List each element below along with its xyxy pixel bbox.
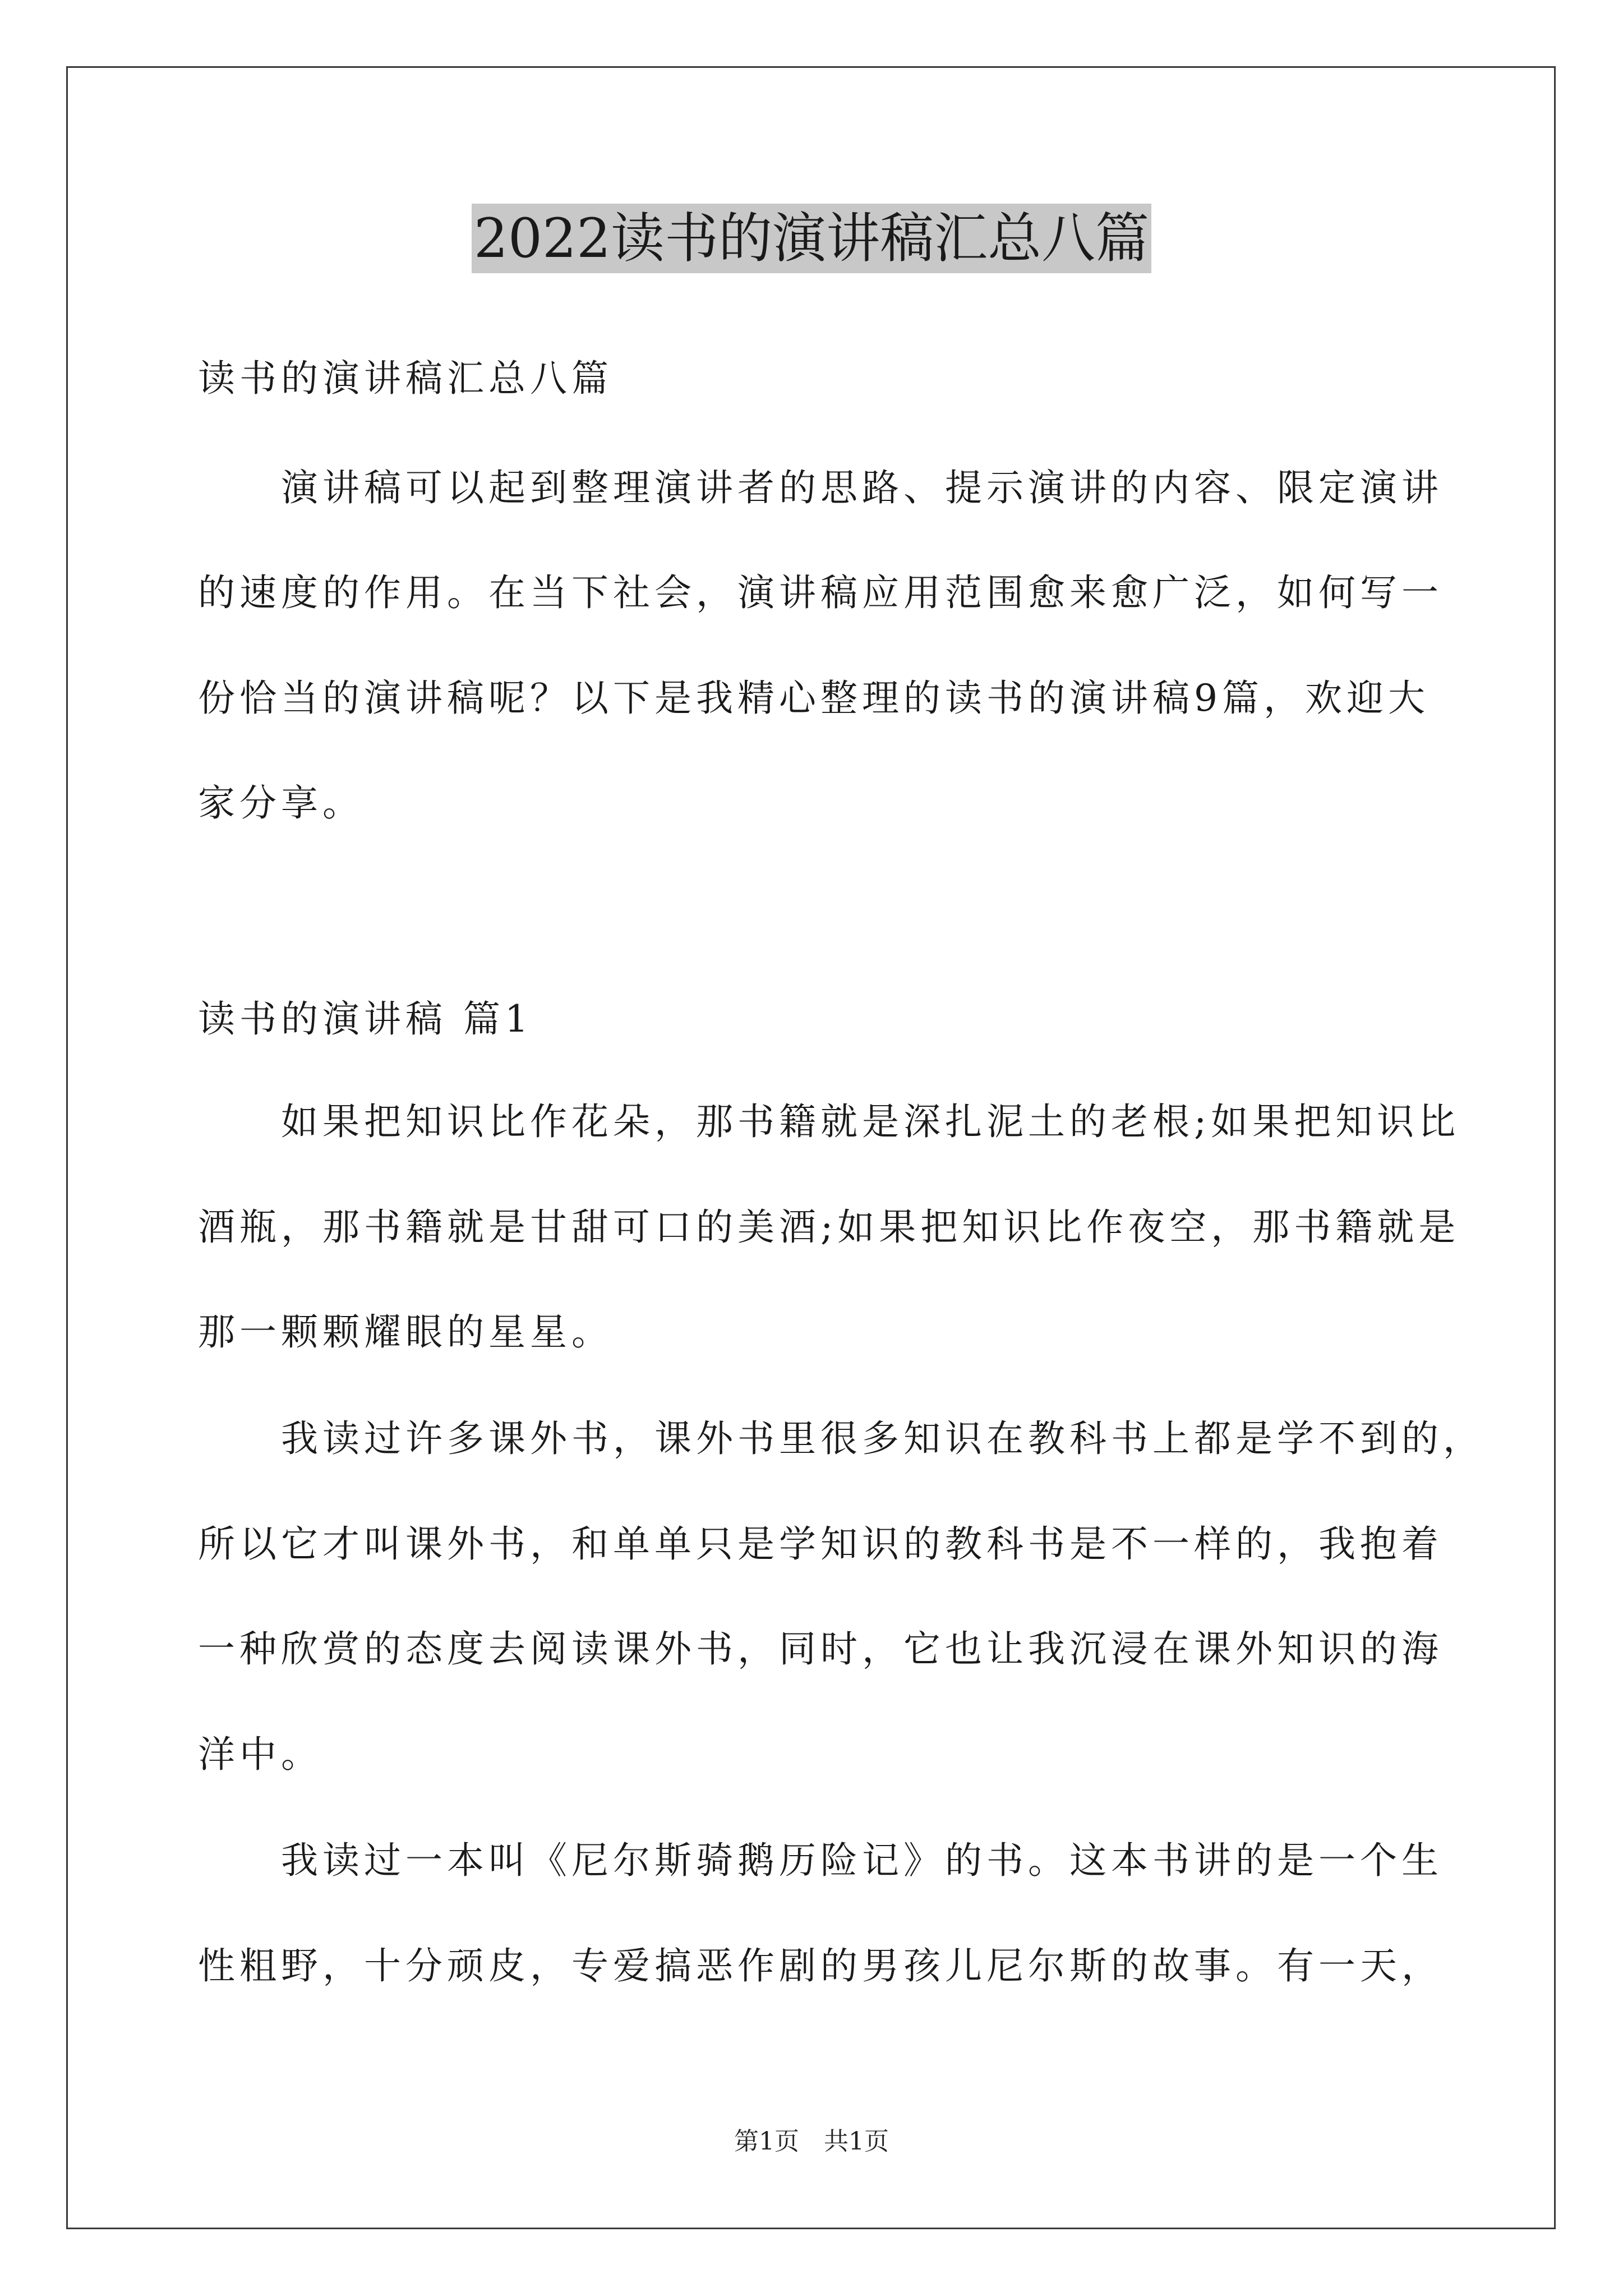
document-title-text: 2022读书的演讲稿汇总八篇 <box>472 204 1151 273</box>
subtitle-line: 读书的演讲稿汇总八篇 <box>198 357 613 400</box>
paragraph-line: 性粗野，十分顽皮，专爱搞恶作剧的男孩儿尼尔斯的故事。有一天， <box>198 1944 1443 1987</box>
paragraph-line: 一种欣赏的态度去阅读课外书，同时，它也让我沉浸在课外知识的海 <box>198 1627 1443 1671</box>
paragraph-line: 家分享。 <box>198 781 364 825</box>
paragraph-line: 演讲稿可以起到整理演讲者的思路、提示演讲的内容、限定演讲 <box>281 466 1443 509</box>
paragraph-line: 酒瓶，那书籍就是甘甜可口的美酒;如果把知识比作夜空，那书籍就是 <box>198 1205 1460 1249</box>
paragraph-line: 如果把知识比作花朵，那书籍就是深扎泥土的老根;如果把知识比 <box>281 1100 1460 1143</box>
paragraph-line: 我读过一本叫《尼尔斯骑鹅历险记》的书。这本书讲的是一个生 <box>281 1839 1443 1882</box>
document-title <box>0 202 1623 275</box>
page-number-footer: 第1页 共1页 <box>734 2127 889 2156</box>
paragraph-line: 那一颗颗耀眼的星星。 <box>198 1310 613 1354</box>
paragraph-line: 我读过许多课外书，课外书里很多知识在教科书上都是学不到的， <box>281 1417 1484 1460</box>
paragraph-line: 所以它才叫课外书，和单单只是学知识的教科书是不一样的，我抱着 <box>198 1522 1443 1566</box>
paragraph-line: 洋中。 <box>198 1733 322 1776</box>
section-heading: 读书的演讲稿 篇1 <box>198 997 533 1041</box>
paragraph-line: 份恰当的演讲稿呢？以下是我精心整理的读书的演讲稿9篇，欢迎大 <box>198 677 1430 720</box>
paragraph-line: 的速度的作用。在当下社会，演讲稿应用范围愈来愈广泛，如何写一 <box>198 571 1443 614</box>
